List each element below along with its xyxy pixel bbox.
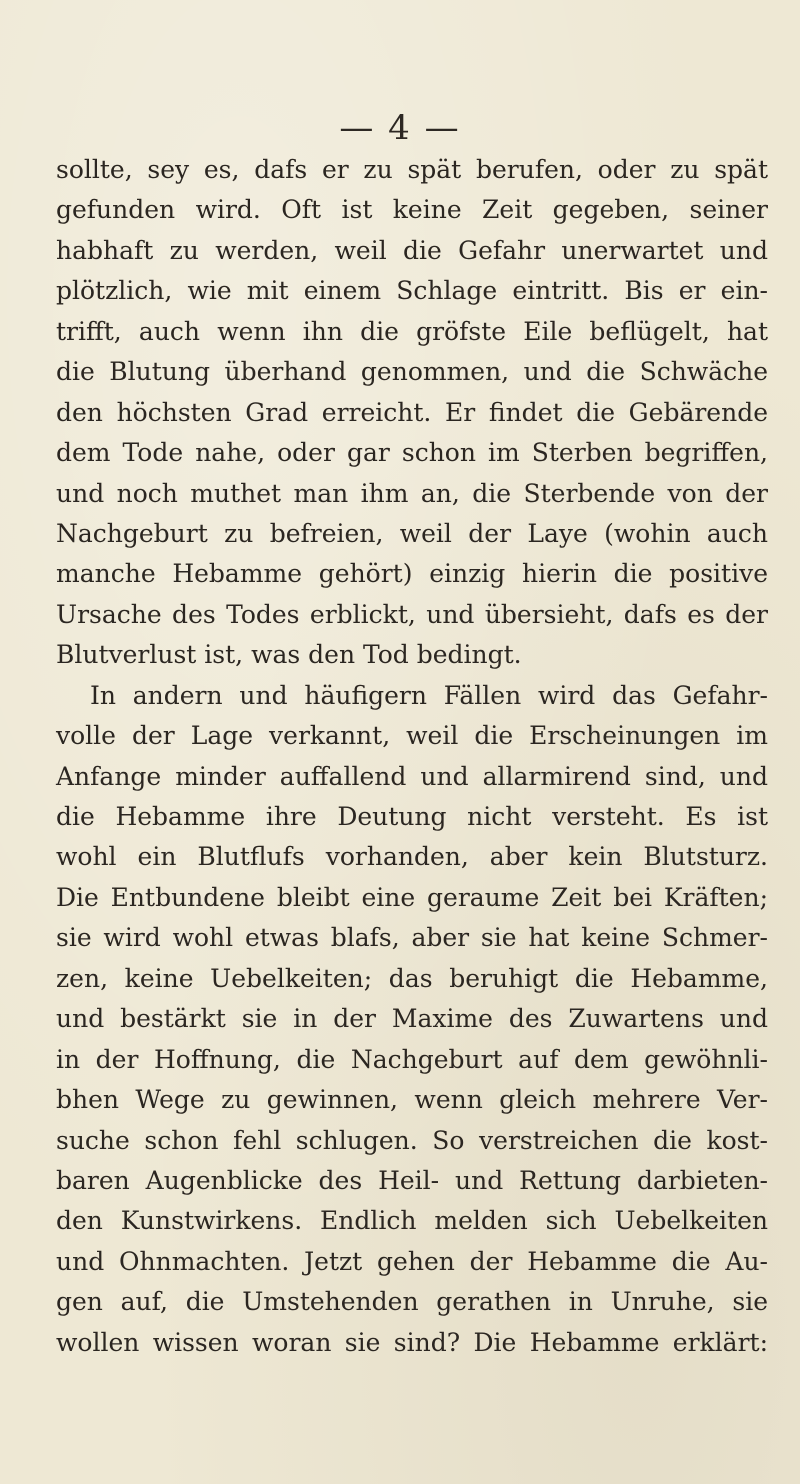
text-line: suche schon fehl schlugen. So verstreichen die kost- xyxy=(56,1125,768,1155)
text-line: und Ohnmachten. Jetzt gehen der Hebamme die Au- xyxy=(56,1246,768,1276)
text-line: sollte, sey es, dafs er zu spät berufen, oder zu spät xyxy=(56,155,768,184)
text-line: zen, keine Uebelkeiten; das beruhigt die Hebamme, xyxy=(56,963,768,993)
text-line: Die Entbundene bleibt eine geraume Zeit bei Kräften; xyxy=(56,882,768,912)
text-line: Anfange minder auffallend und allarmirend sind, und xyxy=(56,761,768,791)
text-line: Nachgeburt zu befreien, weil der Laye (wohin auch xyxy=(56,518,768,548)
text-line: in der Hoffnung, die Nachgeburt auf dem gewöhnli- xyxy=(56,1044,768,1074)
text-line: die Blutung überhand genommen, und die Schwäche xyxy=(56,357,768,387)
paragraph-start-line: In andern und häufigern Fällen wird das Gefahr- xyxy=(90,680,768,710)
text-line: bhen Wege zu gewinnen, wenn gleich mehrere Ver- xyxy=(56,1085,768,1115)
text-line: baren Augenblicke des Heil- und Rettung darbieten- xyxy=(56,1165,768,1195)
text-line: sie wird wohl etwas blafs, aber sie hat keine Schmer- xyxy=(56,923,768,953)
text-line: Ursache des Todes erblickt, und übersieht, dafs es der xyxy=(56,599,768,629)
text-line: die Hebamme ihre Deutung nicht versteht. Es ist xyxy=(56,802,768,831)
text-line: volle der Lage verkannt, weil die Erscheinungen im xyxy=(56,721,768,751)
text-line: und noch muthet man ihm an, die Sterbende von der xyxy=(56,478,768,508)
text-line: den höchsten Grad erreicht. Er findet die Gebärende xyxy=(56,397,768,427)
text-line: wohl ein Blutflufs vorhanden, aber kein Blutsturz. xyxy=(56,842,768,872)
text-line: habhaft zu werden, weil die Gefahr unerwartet und xyxy=(56,235,768,265)
text-line: den Kunstwirkens. Endlich melden sich Uebelkeiten xyxy=(56,1206,768,1236)
text-line: gefunden wird. Oft ist keine Zeit gegeben, seiner xyxy=(56,195,768,225)
text-line: manche Hebamme gehört) einzig hierin die positive xyxy=(56,559,768,589)
text-line: wollen wissen woran sie sind? Die Hebamme erklärt: xyxy=(56,1327,768,1357)
text-line: gen auf, die Umstehenden gerathen in Unruhe, sie xyxy=(56,1287,768,1317)
text-line: trifft, auch wenn ihn die gröfste Eile beflügelt, hat xyxy=(56,316,768,346)
page-number: — 4 — xyxy=(339,108,461,148)
text-line: Blutverlust ist, was den Tod bedingt. xyxy=(56,640,522,670)
body-text xyxy=(56,150,768,1363)
text-line: plötzlich, wie mit einem Schlage eintritt. Bis er ein- xyxy=(56,276,768,306)
text-line: und bestärkt sie in der Maxime des Zuwartens und xyxy=(56,1004,768,1034)
text-line: dem Tode nahe, oder gar schon im Sterben begriffen, xyxy=(56,438,768,468)
